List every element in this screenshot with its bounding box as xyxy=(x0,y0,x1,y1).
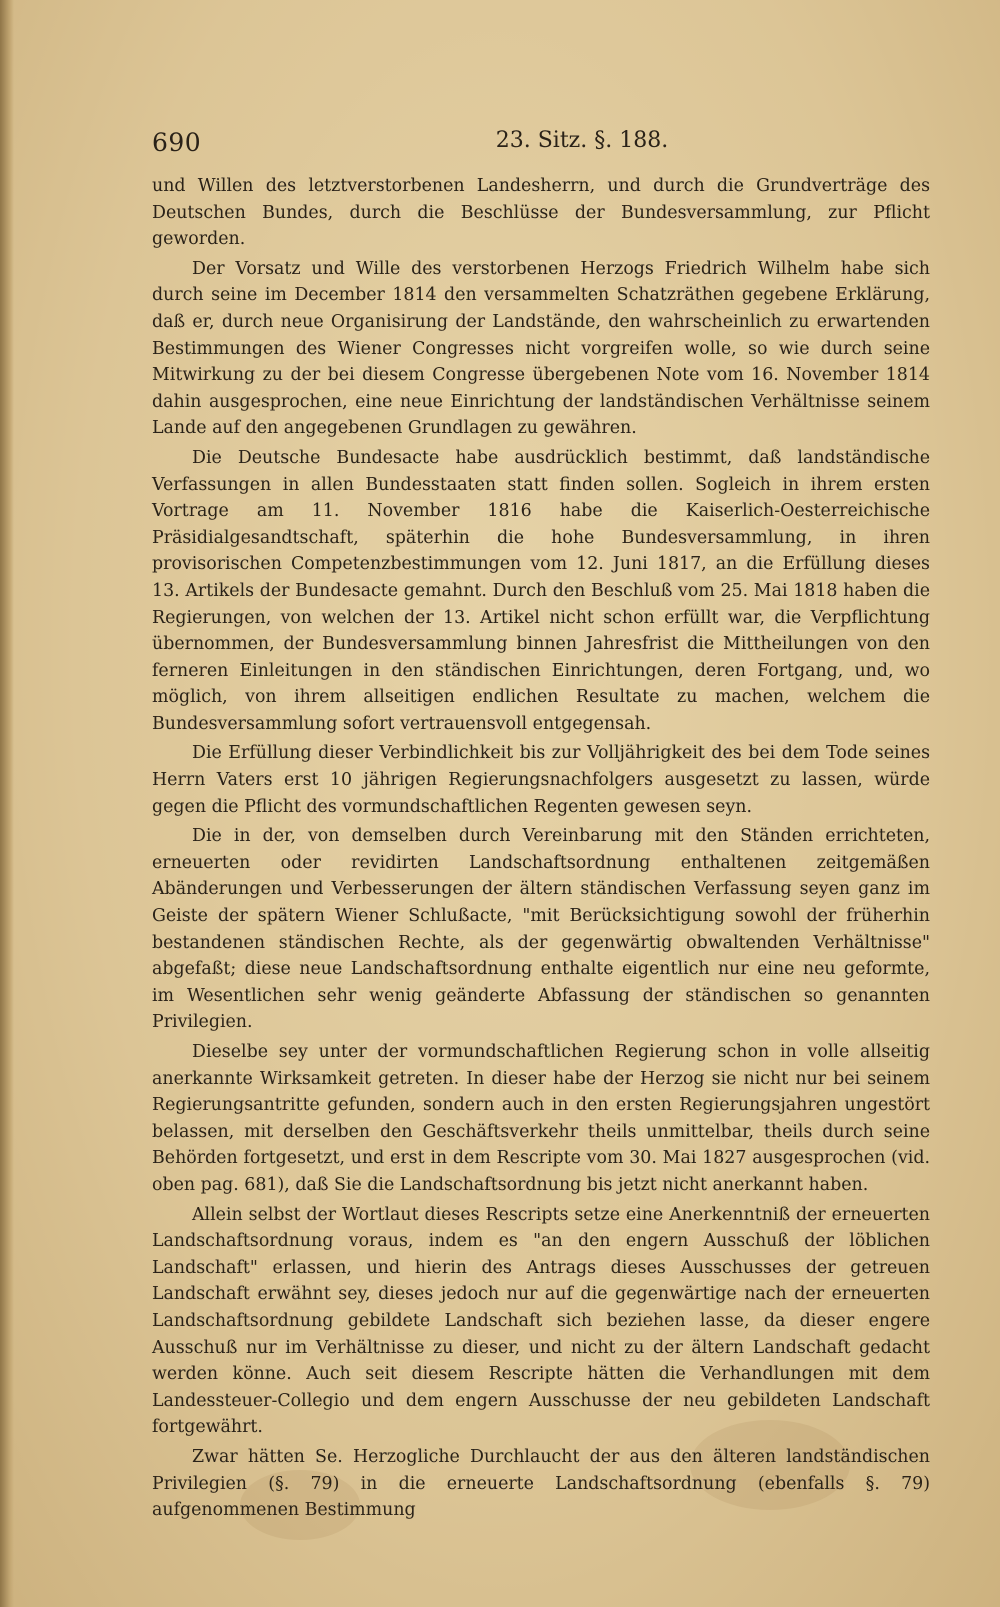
running-head: 23. Sitz. §. 188. xyxy=(495,128,669,153)
paragraph-4: Die Erfüllung dieser Verbindlichkeit bis zur Volljährigkeit des bei dem Tode seines Herrn Vaters erst 10 jährigen Regierungsnachfolgers ausgesetzt zu lassen, würde gegen die Pflicht des vormundschaftlichen Regenten gewesen seyn. xyxy=(152,743,930,817)
page-header xyxy=(152,128,932,162)
paragraph-2: Der Vorsatz und Wille des verstorbenen Herzogs Friedrich Wilhelm habe sich durch seine im December 1814 den versammelten Schatzräthen gegebene Erklärung, daß er, durch neue Organisirung der Landstände, den wahrscheinlich zu erwartenden Bestimmungen des Wiener Congresses nicht vorgreifen wolle, so wie durch seine Mitwirkung zu der bei diesem Congresse übergebenen Note vom 16. November 1814 dahin ausgesprochen, eine neue Einrichtung der landständischen Verhältnisse seinem Lande auf den angegebenen Grundlagen zu gewähren. xyxy=(152,258,930,439)
paragraph-5: Die in der, von demselben durch Vereinbarung mit den Ständen errichteten, erneuerten oder revidirten Landschaftsordnung enthaltenen zeitgemäßen Abänderungen und Verbesserungen der ältern ständischen Verfassung seyen ganz im Geiste der spätern Wiener Schlußacte, "mit Berücksichtigung sowohl der früherhin bestandenen ständischen Rechte, als der gegenwärtig obwaltenden Verhältnisse" abgefaßt; diese neue Landschaftsordnung enthalte eigentlich nur eine neu geformte, im Wesentlichen sehr wenig geänderte Abfassung der ständischen so genannten Privilegien. xyxy=(152,826,930,1033)
paragraph-1: und Willen des letztverstorbenen Landesherrn, und durch die Grundverträge des Deutschen Bundes, durch die Beschlüsse der Bundesversammlung, zur Pflicht geworden. xyxy=(152,176,930,250)
page-number: 690 xyxy=(152,128,202,157)
paragraph-3: Die Deutsche Bundesacte habe ausdrücklich bestimmt, daß landständische Verfassungen in allen Bundesstaaten statt finden sollen. Sogleich in ihrem ersten Vortrage am 11. November 1816 habe die Kaiserlich-Oesterreichische Präsidialgesandtschaft, späterhin die hohe Bundesversammlung, in ihren provisorischen Competenzbestimmungen vom 12. Juni 1817, an die Erfüllung dieses 13. Artikels der Bundesacte gemahnt. Durch den Beschluß vom 25. Mai 1818 haben die Regierungen, von welchen der 13. Artikel nicht schon erfüllt war, die Verpflichtung übernommen, der Bundesversammlung binnen Jahresfrist die Mittheilungen von den ferneren Einleitungen in den ständischen Einrichtungen, deren Fortgang, und, wo möglich, von ihrem allseitigen endlichen Resultate zu machen, welchem die Bundesversammlung sofort vertrauensvoll entgegensah. xyxy=(152,447,930,734)
paragraph-6: Dieselbe sey unter der vormundschaftlichen Regierung schon in volle allseitig anerkannte Wirksamkeit getreten. In dieser habe der Herzog sie nicht nur bei seinem Regierungsantritte gefunden, sondern auch in den ersten Regierungsjahren ungestört belassen, mit derselben den Geschäftsverkehr theils unmittelbar, theils durch seine Behörden fortgesetzt, und erst in dem Rescripte vom 30. Mai 1827 ausgesprochen (vid. oben pag. 681), daß Sie die Landschaftsordnung bis jetzt nicht anerkannt haben. xyxy=(152,1042,930,1195)
paragraph-8: Zwar hätten Se. Herzogliche Durchlaucht der aus den älteren landständischen Privilegien (§. 79) in die erneuerte Landschaftsordnung (ebenfalls §. 79) aufgenommenen Bestimmung xyxy=(152,1446,930,1521)
page-spine-shadow xyxy=(0,0,14,1607)
paragraph-7: Allein selbst der Wortlaut dieses Rescripts setze eine Anerkenntniß der erneuerten Landschaftsordnung voraus, indem es "an den engern Ausschuß der löblichen Landschaft" erlassen, und hierin des Antrags dieses Ausschusses der getreuen Landschaft erwähnt sey, dieses jedoch nur auf die gegenwärtige nach der erneuerten Landschaftsordnung gebildete Landschaft sich beziehen lasse, da dieser engere Ausschuß nur im Verhältnisse zu dieser, und nicht zu der ältern Landschaft gedacht werden könne. Auch seit diesem Rescripte hätten die Verhandlungen mit dem Landessteuer-Collegio und dem engern Ausschusse der neu gebildeten Landschaft fortgewährt. xyxy=(152,1204,930,1438)
body-text xyxy=(152,173,930,1527)
